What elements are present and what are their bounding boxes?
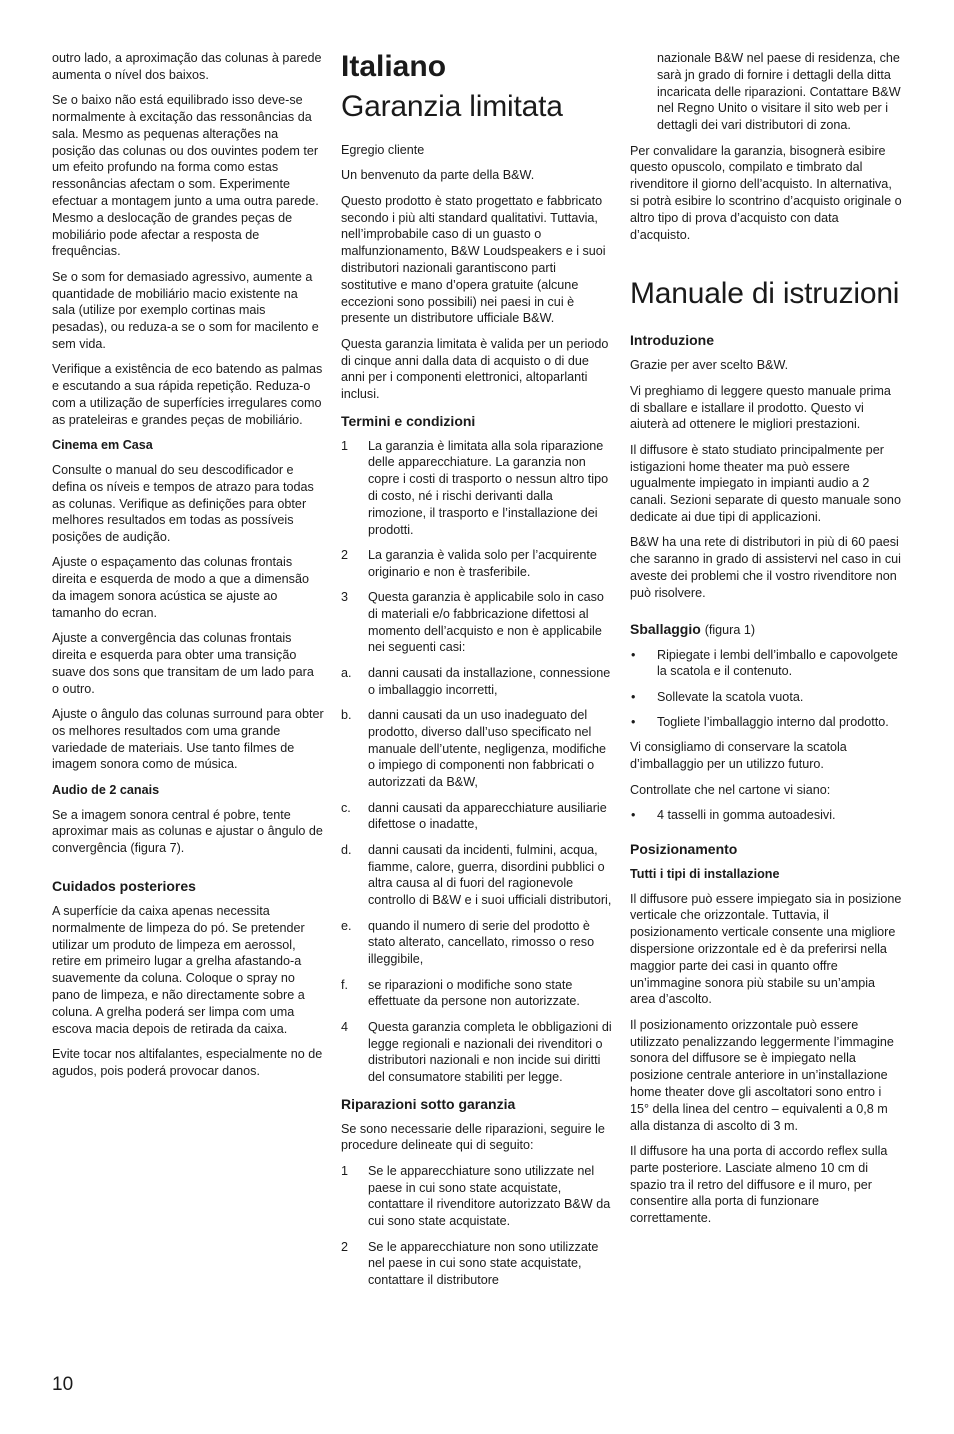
list-item	[341, 665, 613, 699]
list-item-text: danni causati da installazione, connessione o imballaggio incorretti,	[368, 665, 611, 697]
list-marker: f.	[341, 977, 348, 992]
terms-list	[341, 438, 613, 1086]
list-item	[341, 1239, 613, 1289]
bullet-item	[630, 647, 902, 681]
paragraph: Il diffusore è stato studiato principalmente per istigazioni home theater ma può essere ugualmente impiegato in impianti audio a 2 canali. Sezioni separate di questo manuale sono dedicate ai due tipi di applicazioni.	[630, 442, 901, 524]
list-marker: d.	[341, 842, 352, 857]
list-item-text: danni causati da apparecchiature ausiliarie difettose o inadatte,	[368, 800, 607, 832]
bullet-item-text: Togliete l’imballaggio interno dal prodotto.	[657, 715, 889, 730]
paragraph: Se o baixo não está equilibrado isso deve-se normalmente à excitação das ressonâncias da sala. Mesmo as pequenas alterações na posição das colunas ou dos ouvintes podem ter um efeito profundo na forma como estas ressonâncias afectam o som. Experimente efectuar a montagem junto a uma outra parede. Mesmo a deslocação de grandes peças de mobiliário pode afectar a resposta de frequências.	[52, 93, 319, 259]
paragraph: Questa garanzia limitata è valida per un periodo di cinque anni dalla data di acquisto o di due anni per i componenti elettronici, altoparlanti inclusi.	[341, 336, 609, 402]
bullet-icon: •	[631, 689, 636, 704]
list-item-text: Se le apparecchiature non sono utilizzate nel paese in cui sono state acquistate, contattare il distributore	[368, 1239, 599, 1288]
bullet-item	[630, 807, 902, 824]
paragraph: Ajuste o espaçamento das colunas frontais direita e esquerda de modo a que a dimensão da imagem sonora acústica se ajuste ao tamanho do ecran.	[52, 555, 309, 620]
list-item-text: Questa garanzia completa le obbligazioni di legge regionali e nazionali dei rivenditori o distributori nazionali e non incide sui diritti del consumatore stabiliti per legge.	[368, 1019, 612, 1085]
section-title-garanzia: Garanzia limitata	[341, 90, 563, 123]
list-item-text: se riparazioni o modifiche sono state effettuate da persone non autorizzate.	[368, 977, 580, 1009]
bullet-icon: •	[631, 647, 636, 662]
paragraph: Vi preghiamo di leggere questo manuale prima di sballare e istallare il prodotto. Questo vi aiuterà ad ottenere le migliori prestazioni.	[630, 383, 891, 432]
repairs-list	[341, 1163, 613, 1289]
bullet-item-text: Sollevate la scatola vuota.	[657, 689, 804, 704]
column-garanzia	[341, 50, 613, 1298]
paragraph: Il diffusore ha una porta di accordo reflex sulla parte posteriore. Lasciate almeno 10 cm di spazio tra il retro del diffusore e il muro, per consentire alla porta di funzionare correttamente.	[630, 1143, 888, 1226]
bullet-item	[630, 714, 902, 731]
list-marker: b.	[341, 708, 352, 723]
paragraph: Evite tocar nos altifalantes, especialmente no de agudos, pois poderá provocar danos.	[52, 1046, 323, 1078]
language-title: Italiano	[341, 50, 447, 83]
bullet-item-text: Ripiegate i lembi dell’imballo e capovolgete la scatola e il contenuto.	[657, 647, 898, 679]
paragraph: outro lado, a aproximação das colunas à parede aumenta o nível dos baixos.	[52, 51, 322, 82]
subheading-audio: Audio de 2 canais	[52, 782, 160, 797]
list-item	[341, 589, 613, 656]
list-marker: e.	[341, 918, 352, 933]
subheading-cinema: Cinema em Casa	[52, 438, 153, 453]
heading-sballaggio-text: Sballaggio	[630, 620, 701, 637]
list-marker: 1	[341, 1163, 349, 1178]
list-item-text: Se le apparecchiature sono utilizzate nel paese in cui sono state acquistate, contattare il rivenditore autorizzato B&W da cui sono state acquistate.	[368, 1163, 611, 1229]
paragraph: Vi consigliamo di conservare la scatola d’imballaggio per un utilizzo futuro.	[630, 740, 847, 772]
unpack-list	[630, 647, 902, 731]
paragraph: Il diffusore può essere impiegato sia in posizione verticale che orizzontale. Tuttavia, il posizionamento verticale consente una migliore dispersione orizzontale ed è da preferirsi nella maggior parte dei casi in quanto offre un’immagine sonora più stabile su un’ampia area d’ascolto.	[630, 891, 902, 1007]
bullet-item-text: 4 tasselli in gomma autoadesivi.	[657, 808, 836, 823]
bullet-item	[630, 689, 902, 706]
list-item	[341, 1019, 613, 1086]
paragraph: Consulte o manual do seu descodificador e defina os níveis e tempos de atrazo para todas as colunas. Verifique as definições para obter melhores resultados em todas as possíveis posições de audição.	[52, 462, 314, 545]
paragraph: Ajuste a convergência das colunas frontais direita e esquerda para obter uma transição suave dos sons que transitam de um lado para o outro.	[52, 631, 314, 696]
bullet-icon: •	[631, 715, 636, 730]
list-item	[341, 438, 613, 539]
paragraph: Grazie per aver scelto B&W.	[630, 358, 789, 373]
list-marker: 1	[341, 438, 349, 453]
paragraph: Verifique a existência de eco batendo as palmas e escutando a sua rápida repetição. Reduza-o com a utilização de superfícies irregulares como as prateleiras e grandes peças de mobiliário.	[52, 362, 323, 427]
list-item	[341, 707, 613, 791]
list-item	[341, 842, 613, 909]
heading-cuidados: Cuidados posteriores	[52, 878, 196, 895]
paragraph: A superfície da caixa apenas necessita normalmente de limpeza do pó. Se pretender utilizar um produto de limpeza em aerossol, retire em primeiro lugar a grelha afastando-a suavemente da coluna. Coloque o spray no pano de limpeza, e não directamente sobre a coluna. A grelha poderá ser limpa com uma escova macia depois de retirada da caixa.	[52, 904, 305, 1036]
column-manuale	[630, 50, 902, 1236]
list-item-text: La garanzia è valida solo per l’acquirente originario e non è trasferibile.	[368, 547, 597, 579]
list-item	[341, 547, 613, 581]
paragraph: Se sono necessarie delle riparazioni, seguire le procedure delineate qui di seguito:	[341, 1121, 605, 1153]
list-item	[341, 977, 613, 1011]
paragraph: Il posizionamento orizzontale può essere utilizzato penalizzando leggermente l’immagine sonora del diffusore se è impiegato nella posizione centrale anteriore in un’installazione home theater dove gli ascoltatori sono entro i 15° della linea del centro – equivalenti a 0,8 m alla distanza di ascolto di 3 m.	[630, 1017, 894, 1133]
contents-list	[630, 807, 902, 824]
list-marker: a.	[341, 665, 352, 680]
column-portuguese	[52, 50, 324, 1088]
list-item-text: La garanzia è limitata alla sola riparazione delle apparecchiature. La garanzia non copre i costi di trasporto o nessun altro tipo di costo, né i rischi derivanti dalla rimozione, il trasporto e l’installazione dei prodotti.	[368, 438, 609, 537]
section-title-manuale: Manuale di istruzioni	[630, 277, 900, 311]
figure-reference: (figura 1)	[704, 622, 756, 637]
paragraph: Se a imagem sonora central é pobre, tente aproximar mais as colunas e ajustar o ângulo de convergência (figura 7).	[52, 807, 323, 856]
list-marker: 2	[341, 547, 349, 562]
subheading-tutti: Tutti i tipi di installazione	[630, 866, 780, 881]
paragraph: Ajuste o ângulo das colunas surround para obter os melhores resultados com uma grande variedade de materiais. Use tanto filmes de imagem sonora como de música.	[52, 707, 324, 772]
list-item	[341, 1163, 613, 1230]
paragraph: Questo prodotto è stato progettato e fabbricato secondo i più alti standard qualitativi. Tuttavia, nell’improbabile caso di un guasto o malfunzionamento, B&W Loudspeakers e i suoi distributori nazionali garantiscono parti sostitutive e mano d’opera gratuite (alcune eccezioni sono possibili) nei paesi in cui è presente un distributore ufficiale B&W.	[341, 193, 606, 326]
list-item	[341, 800, 613, 834]
list-marker: 2	[341, 1239, 349, 1254]
paragraph: Per convalidare la garanzia, bisognerà esibire questo opuscolo, compilato e timbrato dal rivenditore il giorno dell’acquisto. In alternativa, si potrà esibire lo scontrino d’acquisto originale o altro tipo di prova d’acquisto con data d’acquisto.	[630, 143, 902, 242]
heading-riparazioni: Riparazioni sotto garanzia	[341, 1095, 516, 1112]
list-item-text: Questa garanzia è applicabile solo in caso di materiali e/o fabbricazione difettosi al momento dell’acquisto e non è applicabile nei seguenti casi:	[368, 590, 604, 655]
list-marker: c.	[341, 800, 351, 815]
heading-introduzione: Introduzione	[630, 332, 714, 349]
heading-termini: Termini e condizioni	[341, 412, 476, 429]
heading-sballaggio	[630, 620, 902, 639]
paragraph: Se o som for demasiado agressivo, aumente a quantidade de mobiliário macio existente na sala (utilize por exemplo cortinas mais pesadas), ou reduza-a se o som for macilento e sem vida.	[52, 269, 319, 351]
paragraph: Un benvenuto da parte della B&W.	[341, 168, 535, 183]
continued-list-text: nazionale B&W nel paese di residenza, che sarà jn grado di fornire i dettagli della ditta incaricata delle riparazioni. Contattare B&W nel Regno Unito o visitare il sito web per i dettagli dei vari distributori di zona.	[657, 51, 901, 133]
paragraph: Controllate che nel cartone vi siano:	[630, 782, 831, 797]
list-item-text: danni causati da un uso inadeguato del prodotto, diverso dall’uso specificato nel manuale dell’utente, negligenza, modifiche o impiego di componenti non fabbricati o autorizzati da B&W,	[368, 708, 607, 790]
paragraph: Egregio cliente	[341, 143, 425, 157]
list-item	[341, 918, 613, 968]
list-item-text: quando il numero di serie del prodotto è stato alterato, cancellato, rimosso o reso illeggibile,	[368, 918, 595, 967]
list-marker: 4	[341, 1019, 349, 1034]
list-marker: 3	[341, 590, 349, 605]
heading-posizionamento: Posizionamento	[630, 840, 738, 857]
bullet-icon: •	[631, 808, 636, 823]
paragraph: B&W ha una rete di distributori in più di 60 paesi che saranno in grado di assistervi nel caso in cui aveste dei problemi che il vostro rivenditore non può risolvere.	[630, 535, 901, 600]
page-number: 10	[52, 1374, 74, 1395]
list-item-text: danni causati da incidenti, fulmini, acqua, fiamme, calore, guerra, disordini pubblici o altra causa al di fuori del ragionevole controllo di B&W e i suoi ufficiali distributori,	[368, 842, 612, 908]
